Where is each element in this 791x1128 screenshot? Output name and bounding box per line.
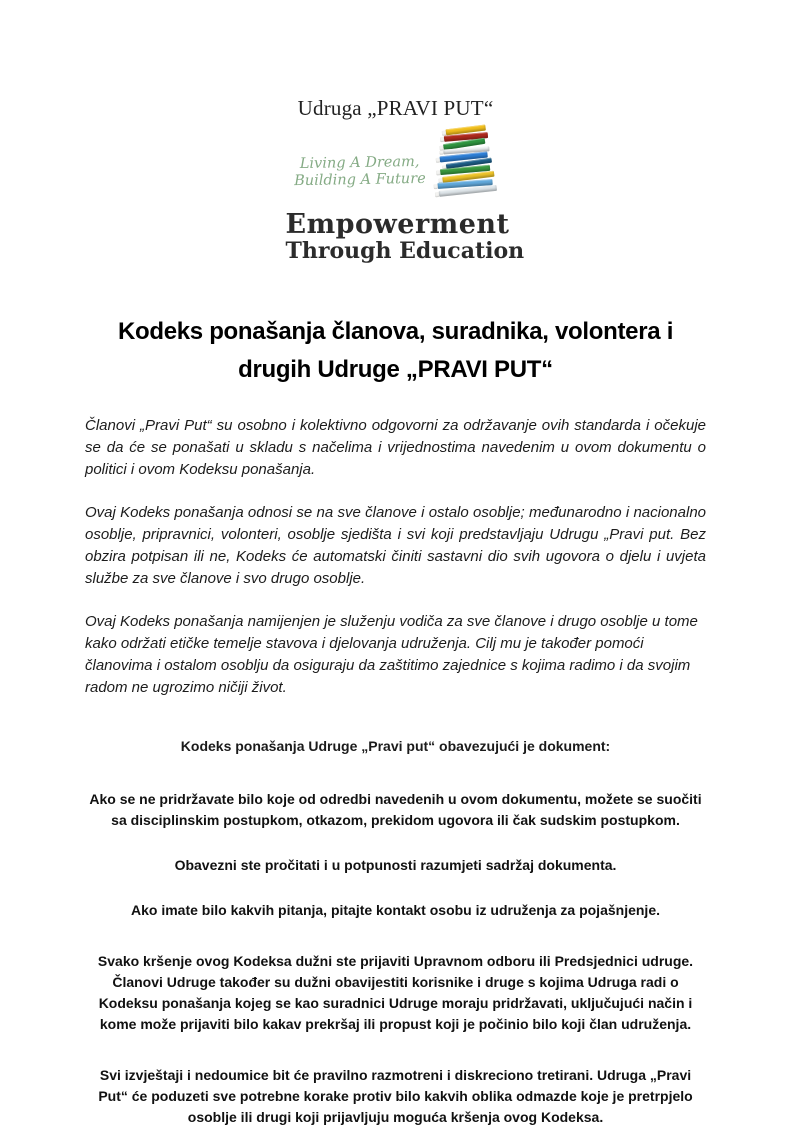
intro-paragraph: Članovi „Pravi Put“ su osobno i kolektivno odgovorni za održavanje ovih standarda i očekuje se da će se ponašati u skladu s načelima i vrijednostima navedenim u ovom dokumentu o politici i ovom Kodeksu ponašanja. <box>85 417 706 478</box>
document-title-line1: Kodeks ponašanja članova, suradnika, volontera i <box>117 318 674 345</box>
section-heading: Kodeks ponašanja Udruge „Pravi put“ obavezujući je dokument: <box>180 738 611 754</box>
document-title <box>85 313 706 389</box>
motto-line1: Empowerment <box>285 209 510 240</box>
book-stack-icon <box>430 124 499 210</box>
logo-row <box>286 125 506 209</box>
rule-paragraph: Svako kršenje ovog Kodeksa dužni ste prijaviti Upravnom odboru ili Predsjednici udruge. Članovi Udruge također su dužni obavijestiti korisnike i druge s kojima Udruga radi o Kodeksu ponašanja kojeg se kao suradnici Udruge moraju pridržavati, uključujući način i kome može prijaviti bilo kakav prekršaj ili propust koji je počinio bilo koji član udruženja. <box>97 953 694 1032</box>
intro-paragraph: Ovaj Kodeks ponašanja namijenjen je služenju vodiča za sve članove i drugo osoblje u tome kako održati etičke temelje stavova i djelovanja udruženja. Cilj mu je također pomoći članovima i ostalom osoblju da osiguraju da zaštitimo zajednice s kojima radimo i da svojim radom ne ugrozimo ničiji život. <box>85 613 698 696</box>
logo-tagline <box>293 154 425 190</box>
document-title-line2: drugih Udruge „PRAVI PUT“ <box>238 356 553 383</box>
tagline-line1: Living A Dream, <box>299 153 420 173</box>
rule-paragraph: Ako se ne pridržavate bilo koje od odredbi navedenih u ovom dokumentu, možete se suočiti sa disciplinskim postupkom, otkazom, prekidom ugovora ili čak sudskim postupkom. <box>89 791 702 828</box>
organization-name: Udruga „PRAVI PUT“ <box>297 96 494 120</box>
rule-paragraph: Obavezni ste pročitati i u potpunosti razumjeti sadržaj dokumenta. <box>174 857 617 873</box>
rules-section <box>85 789 706 1128</box>
rule-paragraph: Ako imate bilo kakvih pitanja, pitajte kontakt osobu iz udruženja za pojašnjenje. <box>131 902 660 918</box>
intro-paragraph: Ovaj Kodeks ponašanja odnosi se na sve članove i ostalo osoblje; međunarodno i nacionalno osoblje, pripravnici, volonteri, osoblje sjedišta i svi koji predstavljaju Udrugu „Pravi put. Bez obzira potpisan ili ne, Kodeks će automatski činiti sastavni dio svih ugovora o djelu i uvjeta službe za sve članove i svo drugo osoblje. <box>85 504 706 587</box>
tagline-line2: Building A Future <box>293 170 426 190</box>
logo-motto <box>285 209 525 264</box>
organization-logo <box>285 96 525 264</box>
intro-section <box>85 415 706 699</box>
rule-paragraph: Svi izvještaji i nedoumice bit će pravilno razmotreni i diskreciono tretirani. Udruga „Pravi Put“ će poduzeti sve potrebne korake protiv bilo kakvih oblika odmazde koje je pretrpjelo osoblje ili drugi koji prijavljuju moguća kršenja ovog Kodeksa. <box>98 1067 693 1125</box>
motto-line2: Through Education <box>285 238 525 264</box>
